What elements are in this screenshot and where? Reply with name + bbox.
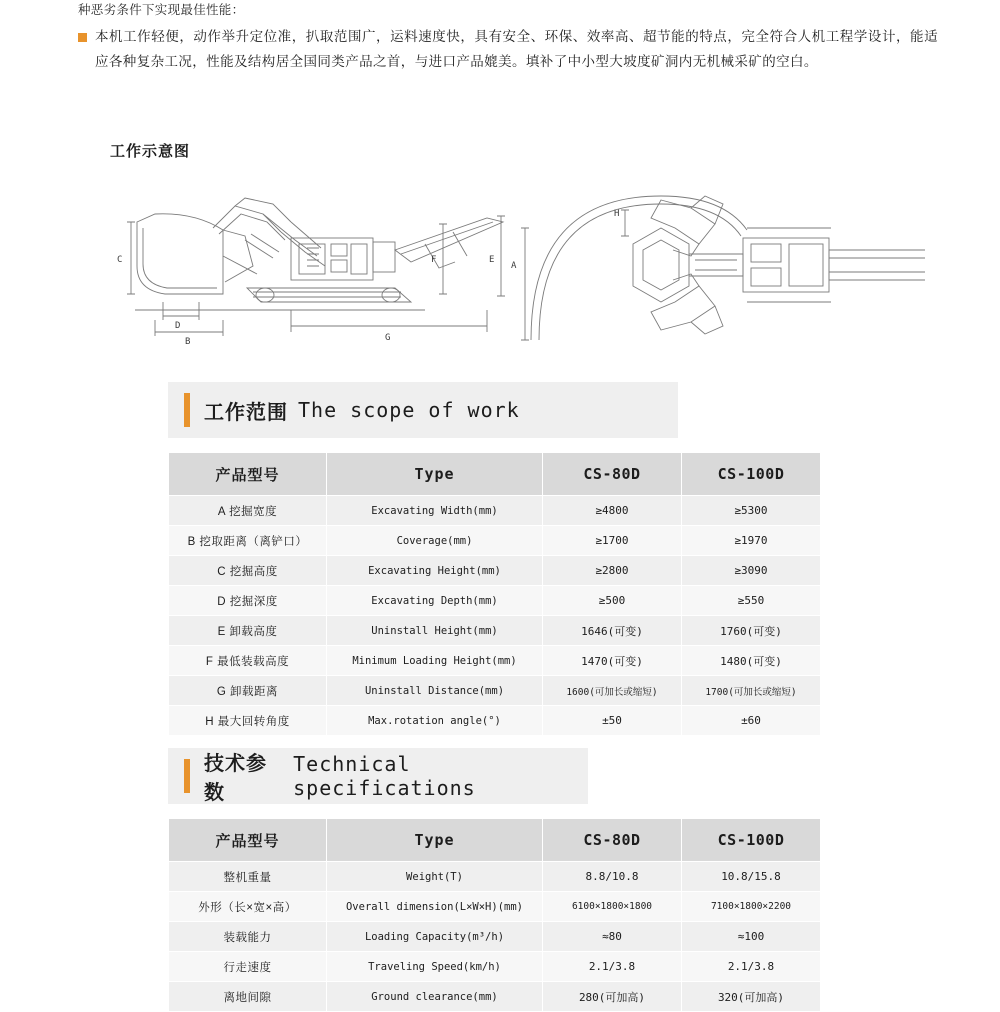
row-value-cs80d: ≥1700 <box>543 526 682 556</box>
row-value-cs100d: 320(可加高) <box>682 982 821 1012</box>
row-value-cs80d: ≥2800 <box>543 556 682 586</box>
row-label-en: Excavating Height(mm) <box>327 556 543 586</box>
intro-bullet-row <box>78 24 938 74</box>
banner-scope-of-work <box>168 382 678 438</box>
row-label-cn: 整机重量 <box>169 862 327 892</box>
intro-block <box>78 0 938 74</box>
row-label-cn: C 挖掘高度 <box>169 556 327 586</box>
row-value-cs80d: 2.1/3.8 <box>543 952 682 982</box>
diagram-label-a: A <box>511 261 517 271</box>
row-label-en: Uninstall Distance(mm) <box>327 676 543 706</box>
row-label-en: Overall dimension(L×W×H)(mm) <box>327 892 543 922</box>
table-row <box>169 526 821 556</box>
table-scope-of-work <box>168 452 821 736</box>
row-value-cs100d: 7100×1800×2200 <box>682 892 821 922</box>
row-value-cs100d: 1700(可加长或缩短) <box>682 676 821 706</box>
row-label-cn: H 最大回转角度 <box>169 706 327 736</box>
table-row <box>169 892 821 922</box>
diagram-label-c: C <box>117 255 123 265</box>
table-row <box>169 616 821 646</box>
row-value-cs100d: 1760(可变) <box>682 616 821 646</box>
diagram-label-f: F <box>431 255 437 265</box>
row-value-cs80d: ≈80 <box>543 922 682 952</box>
intro-lead-line: 种恶劣条件下实现最佳性能： <box>78 3 245 17</box>
row-label-cn: E 卸载高度 <box>169 616 327 646</box>
col-header-type: Type <box>327 819 543 862</box>
col-header-model-cn: 产品型号 <box>169 819 327 862</box>
diagram-label-h: H <box>614 209 620 219</box>
table-row <box>169 862 821 892</box>
row-value-cs80d: 8.8/10.8 <box>543 862 682 892</box>
row-value-cs100d: 10.8/15.8 <box>682 862 821 892</box>
intro-bullet-text: 本机工作轻便，动作举升定位准，扒取范围广，运料速度快，具有安全、环保、效率高、超节能的特点，完全符合人机工程学设计，能适应各种复杂工况，性能及结构居全国同类产品之首，与进口产品媲美。填补了中小型大坡度矿洞内无机械采矿的空白。 <box>95 29 938 69</box>
row-value-cs100d: ≥1970 <box>682 526 821 556</box>
row-value-cs80d: ≥500 <box>543 586 682 616</box>
row-label-cn: F 最低装载高度 <box>169 646 327 676</box>
banner-tech-title-cn: 技术参数 <box>204 753 267 804</box>
row-value-cs80d: 280(可加高) <box>543 982 682 1012</box>
row-label-en: Loading Capacity(m³/h) <box>327 922 543 952</box>
col-header-cs80d: CS-80D <box>543 453 682 496</box>
row-label-cn: 行走速度 <box>169 952 327 982</box>
row-value-cs80d: 1600(可加长或缩短) <box>543 676 682 706</box>
row-label-cn: 装载能力 <box>169 922 327 952</box>
banner-accent-bar <box>184 393 190 427</box>
diagram-label-g: G <box>385 333 391 343</box>
row-label-en: Coverage(mm) <box>327 526 543 556</box>
col-header-cs80d: CS-80D <box>543 819 682 862</box>
machine-diagrams <box>95 170 925 355</box>
table-row <box>169 706 821 736</box>
row-label-cn: A 挖掘宽度 <box>169 496 327 526</box>
row-value-cs80d: ±50 <box>543 706 682 736</box>
bullet-square-icon <box>78 33 87 42</box>
row-label-cn: D 挖掘深度 <box>169 586 327 616</box>
col-header-cs100d: CS-100D <box>682 819 821 862</box>
diagram-label-b: B <box>185 337 191 347</box>
row-value-cs80d: 1646(可变) <box>543 616 682 646</box>
row-value-cs100d: ≥550 <box>682 586 821 616</box>
col-header-type: Type <box>327 453 543 496</box>
table-row <box>169 952 821 982</box>
diagram-svg <box>95 170 925 355</box>
banner-technical-specifications <box>168 748 588 804</box>
diagram-section-title: 工作示意图 <box>110 143 191 160</box>
row-label-en: Excavating Depth(mm) <box>327 586 543 616</box>
col-header-cs100d: CS-100D <box>682 453 821 496</box>
row-label-en: Max.rotation angle(°) <box>327 706 543 736</box>
table-header-row <box>169 819 821 862</box>
row-label-cn: 离地间隙 <box>169 982 327 1012</box>
row-label-en: Weight(T) <box>327 862 543 892</box>
row-value-cs80d: ≥4800 <box>543 496 682 526</box>
diagram-label-e: E <box>489 255 495 265</box>
table-header-row <box>169 453 821 496</box>
row-label-en: Ground clearance(mm) <box>327 982 543 1012</box>
table-row <box>169 556 821 586</box>
table-technical-specifications <box>168 818 821 1012</box>
diagram-label-d: D <box>175 321 181 331</box>
row-label-cn: G 卸载距离 <box>169 676 327 706</box>
table-row <box>169 496 821 526</box>
banner-scope-title-en: The scope of work <box>298 398 520 422</box>
row-label-en: Excavating Width(mm) <box>327 496 543 526</box>
row-label-cn: B 挖取距离（离铲口） <box>169 526 327 556</box>
banner-scope-title-cn: 工作范围 <box>204 401 288 424</box>
table-row <box>169 676 821 706</box>
row-value-cs100d: ≥3090 <box>682 556 821 586</box>
table-row <box>169 922 821 952</box>
row-value-cs80d: 1470(可变) <box>543 646 682 676</box>
banner-tech-title-en: Technical specifications <box>293 752 476 800</box>
banner-accent-bar <box>184 759 190 793</box>
row-label-cn: 外形（长×宽×高） <box>169 892 327 922</box>
table-row <box>169 982 821 1012</box>
row-label-en: Traveling Speed(km/h) <box>327 952 543 982</box>
row-label-en: Minimum Loading Height(mm) <box>327 646 543 676</box>
row-value-cs80d: 6100×1800×1800 <box>543 892 682 922</box>
row-value-cs100d: ≈100 <box>682 922 821 952</box>
table-row <box>169 586 821 616</box>
row-value-cs100d: 1480(可变) <box>682 646 821 676</box>
row-label-en: Uninstall Height(mm) <box>327 616 543 646</box>
table-row <box>169 646 821 676</box>
row-value-cs100d: ≥5300 <box>682 496 821 526</box>
row-value-cs100d: 2.1/3.8 <box>682 952 821 982</box>
row-value-cs100d: ±60 <box>682 706 821 736</box>
col-header-model-cn: 产品型号 <box>169 453 327 496</box>
